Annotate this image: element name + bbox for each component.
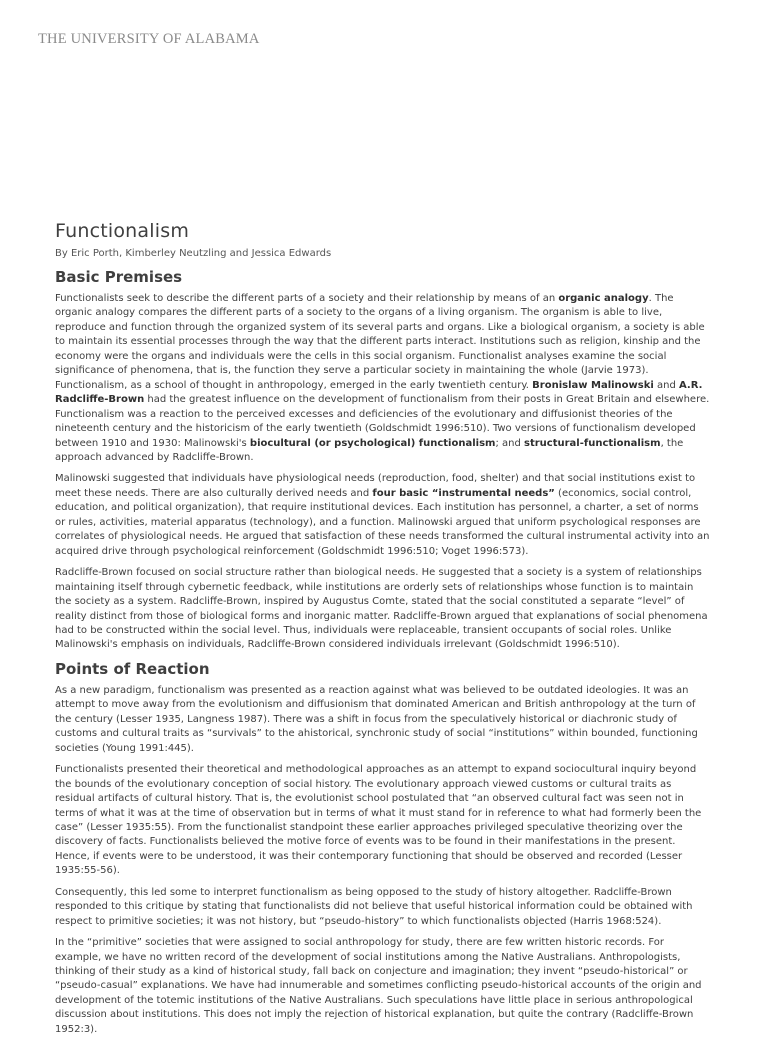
paragraph-organic-analogy xyxy=(55,292,710,465)
article-byline: By Eric Porth, Kimberley Neutzling and Jessica Edwards xyxy=(55,248,332,259)
text-span: and xyxy=(653,379,679,391)
paragraph-new-paradigm: As a new paradigm, functionalism was presented as a reaction against what was believed to be outdated ideologies. It was an attempt to move away from the evolutionism and diffusionism that dominated American and British anthropology at the turn of the century (Lesser 1935, Langness 1987). There was a shift in focus from the speculatively historical or diachronic study of customs and cultural traits as “survivals” to the ahistorical, synchronic study of social “institutions” within bounded, functioning societies (Young 1991:445). xyxy=(55,684,698,754)
university-header: THE UNIVERSITY OF ALABAMA xyxy=(38,31,260,47)
text-span: . The organic analogy compares the different parts of a society to the organs of a living organism. The organism is able to live, reproduce and function through the organized system of its several parts and organs. Like a biological organism, a society is able to maintain its essential processes through the way that the different parts interact. Institutions such as religion, kinship and the economy were the organs and individuals were the cells in this social organism. Functionalist analyses examine the social significance of phenomena, that is, the function they serve a particular society in maintaining the whole (Jarvie 1973). Functionalism, as a school of thought in anthropology, emerged in the early twentieth century. xyxy=(55,293,705,391)
paragraph-radcliffe-brown-structure: Radcliffe-Brown focused on social structure rather than biological needs. He suggested that a society is a system of relationships maintaining itself through cybernetic feedback, while institutions are orderly sets of relationships whose function is to maintain the society as a system. Radcliffe-Brown, inspired by Augustus Comte, stated that the social constituted a separate “level” of reality distinct from those of biological forms and inorganic matter. Radcliffe-Brown argued that explanations of social phenomena had to be constructed within the social level. Thus, individuals were replaceable, transient occupants of social roles. Unlike Malinowski's emphasis on individuals, Radcliffe-Brown considered individuals irrelevant (Goldschmidt 1996:510). xyxy=(55,567,708,651)
bold-term-organic-analogy: organic analogy xyxy=(558,293,649,304)
bold-term-malinowski: Bronislaw Malinowski xyxy=(532,379,654,391)
bold-term-instrumental-needs: four basic “instrumental needs” xyxy=(372,487,555,499)
bold-term-structural-functionalism: structural-functionalism xyxy=(524,437,661,449)
text-span: had the greatest influence on the development of functionalism from their posts in Great Britain and elsewhere. Functionalism was a reaction to the perceived excesses and deficiencies of the evolutionary and diffusionist theories of the nineteenth century and the historicism of the early twentieth (Goldschmidt 1996:510). Two versions of functionalism developed between 1910 and 1930: Malinowski's xyxy=(55,394,710,449)
text-span: Malinowski suggested that individuals have physiological needs (reproduction, food, shelter) and that social institutions exist to meet these needs. There are also culturally derived needs and xyxy=(55,473,696,499)
text-span: ; and xyxy=(495,437,524,449)
paragraph-malinowski-needs xyxy=(55,472,710,559)
article-title: Functionalism xyxy=(55,220,190,242)
text-span: (economics, social control, education, and political organization), that require institutional devices. Each institution has personnel, a charter, a set of norms or rules, activities, material apparatus (technology), and a function. Malinowski argued that uniform psychological responses are correlates of physiological needs. He argued that satisfaction of these needs transformed the cultural instrumental activity into an acquired drive through psychological reinforcement (Goldschmidt 1996:510; Voget 1996:573). xyxy=(55,487,710,557)
bold-term-biocultural-functionalism: biocultural (or psychological) functionalism xyxy=(249,437,496,449)
bold-term-radcliffe-brown: A.R. Radcliffe-Brown xyxy=(55,379,703,406)
section-heading-basic-premises: Basic Premises xyxy=(55,268,183,286)
article xyxy=(55,220,710,1044)
paragraph-pseudo-history: Consequently, this led some to interpret functionalism as being opposed to the study of history altogether. Radcliffe-Brown responded to this critique by stating that functionalists did not believe that useful historical information could be obtained with respect to primitive societies; it was not history, but “pseudo-history” to which functionalists objected (Harris 1968:524). xyxy=(55,886,693,927)
text-span: Functionalists seek to describe the different parts of a society and their relationship by means of an xyxy=(55,293,559,304)
paragraph-primitive-societies: In the “primitive” societies that were assigned to social anthropology for study, there are few written historic records. For example, we have no written record of the development of social institutions among the Native Australians. Anthropologists, thinking of their study as a kind of historical study, fall back on conjecture and imagination; they invent “pseudo-historical” or “pseudo-casual” explanations. We have had innumerable and sometimes conflicting pseudo-historical accounts of the origin and development of the totemic institutions of the Native Australians. Such speculations have little place in serious anthropological discussion about institutions. This does not imply the rejection of historical explanation, but quite the contrary (Radcliffe-Brown 1952:3). xyxy=(55,937,702,1035)
text-span: , the approach advanced by Radcliffe-Brown. xyxy=(55,437,684,463)
paragraph-evolutionary-approach: Functionalists presented their theoretical and methodological approaches as an attempt to expand sociocultural inquiry beyond the bounds of the evolutionary conception of social history. The evolutionary approach viewed customs or cultural traits as residual artifacts of cultural history. That is, the evolutionist school postulated that “an observed cultural fact was seen not in terms of what it was at the time of observation but in terms of what it must stand for in reference to what had formerly been the case” (Lesser 1935:55). From the functionalist standpoint these earlier approaches privileged speculative theorizing over the discovery of facts. Functionalists believed the motive force of events was to be found in their manifestations in the present. Hence, if events were to be understood, it was their contemporary functioning that should be observed and recorded (Lesser 1935:55-56). xyxy=(55,764,702,877)
section-heading-points-of-reaction: Points of Reaction xyxy=(55,659,210,678)
